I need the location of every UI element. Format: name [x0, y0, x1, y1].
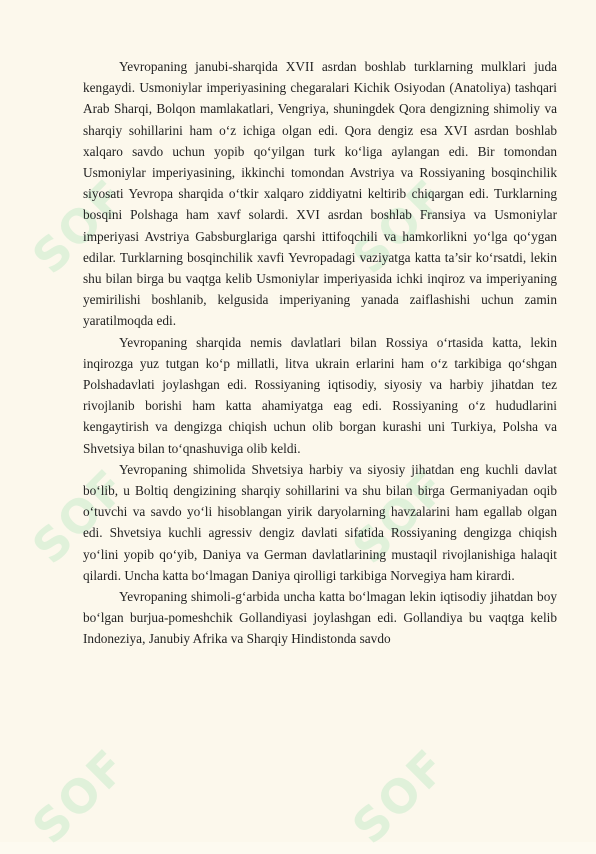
watermark: SOF [21, 168, 138, 284]
watermark: SOF [21, 738, 138, 854]
paragraph: Yevropaning janubi-sharqida XVII asrdan boshlab turklarning mulklari juda kengaydi. Usmoniylar imperiyasining chegaralari Kichik Osiyodan (Anatoliya) tashqari Arab Sharqi, Bolqon mamlakatlari, Vengriya, shuningdek Qora dengizning shimoliy va sharqiy sohillarini ham o‘z ichiga olgan edi. Qora dengiz esa XVI asrdan boshlab xalqaro savdo uchun yopib qo‘yilgan turk ko‘liga aylangan edi. Bir tomondan Usmoniylar imperiyasining, ikkinchi tomondan Avstriya va Rossiyaning bosqinchilik siyosati Yevropa sharqida o‘tkir xalqaro ziddiyatni keltirib chiqargan edi. Turklarning bosqini Polshaga ham xavf solardi. XVI asrdan boshlab Fransiya va Usmoniylar imperiyasi Avstriya Gabsburglariga qarshi ittifoqchili va hamkorlikni yo‘lga qo‘ygan edilar. Turklarning bosqinchilik xavfi Yevropadagi vaziyatga katta ta’sir ko‘rsatdi, lekin shu bilan birga bu vaqtga kelib Usmoniylar imperiyasida ichki inqiroz va imperiyaning yemirilishi boshlanib, kelgusida imperiyaning yanada zaiflashishi uchun zamin yaratilmoqda edi. [83, 59, 557, 329]
paragraph: Yevropaning shimoli-g‘arbida uncha katta bo‘lmagan lekin iqtisodiy jihatdan boy bo‘lgan burjua-pomeshchik Gollandiyasi joylashgan edi. Gollandiya bu vaqtga kelib Indoneziya, Janubiy Afrika va Sharqiy Hindistonda savdo [83, 589, 557, 647]
paragraph: Yevropaning shimolida Shvetsiya harbiy va siyosiy jihatdan eng kuchli davlat bo‘lib, u Boltiq dengizining sharqiy sohillarini va shu bilan birga Germaniyadan oqib o‘tuvchi va savdo yo‘li hisoblangan yirik daryolarning havzalarini ham egallab olgan edi. Shvetsiya kuchli agressiv dengiz davlati sifatida Rossiyaning dengizga chiqish yo‘lini yopib qo‘yib, Daniya va German davlatlarining mustaqil rivojlanishiga halaqit qilardi. Uncha katta bo‘lmagan Daniya qirolligi tarkibiga Norvegiya ham kirardi. [83, 461, 557, 583]
watermark: SOF [341, 168, 458, 284]
watermark: SOF [341, 458, 458, 574]
paragraph: Yevropaning sharqida nemis davlatlari bilan Rossiya o‘rtasida katta, lekin inqirozga yuz tutgan ko‘p millatli, litva ukrain erlarini ham o‘z tarkibiga qo‘shgan Polshadavlati joylashgan edi. Rossiyaning iqtisodiy, siyosiy va harbiy jihatdan tez rivojlanib borishi ham katta ahamiyatga eag edi. Rossiyaning o‘z hududlarini kengaytirish va dengizga chiqish uchun olib borgan kurashi uni Turkiya, Polsha va Shvetsiya bilan to‘qnashuviga olib keldi. [83, 334, 557, 456]
watermark: SOF [21, 458, 138, 574]
document-body [83, 56, 557, 650]
watermark: SOF [341, 738, 458, 854]
